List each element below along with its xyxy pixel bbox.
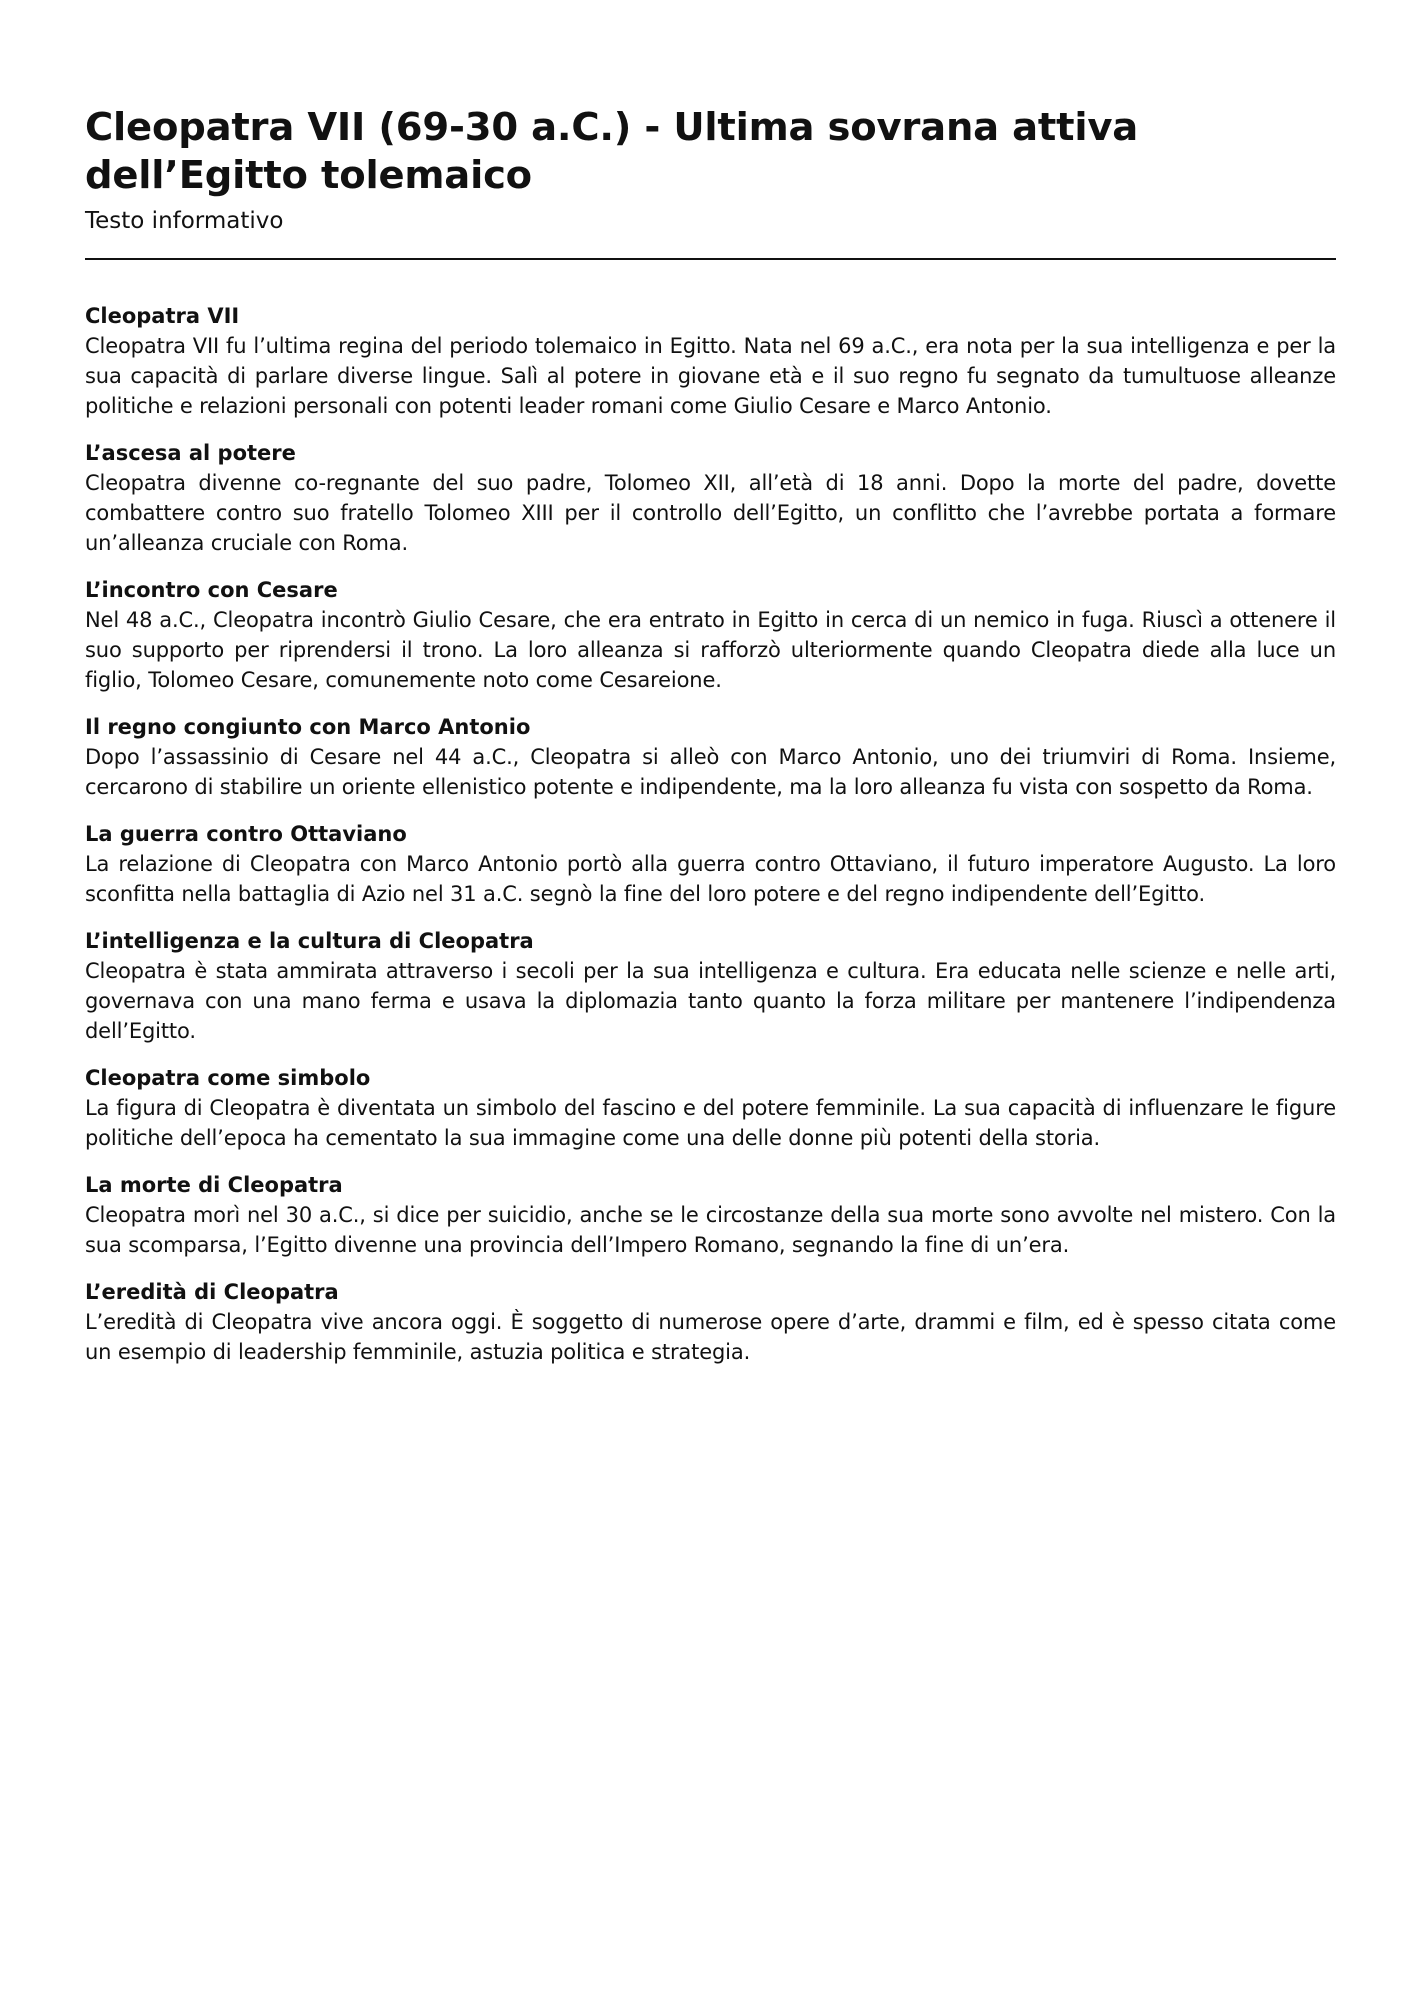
section-heading: La guerra contro Ottaviano (85, 822, 407, 846)
section-body: Nel 48 a.C., Cleopatra incontrò Giulio Cesare, che era entrato in Egitto in cerca di un nemico in fuga. Riuscì a ottenere il suo supporto per riprendersi il trono. La loro alleanza si rafforzò ulteriormente quando Cleopatra diede alla luce un figlio, Tolomeo Cesare, comunemente noto come Cesareione. (85, 608, 1336, 692)
section-heading: Il regno congiunto con Marco Antonio (85, 715, 531, 739)
section-morte (85, 1170, 1336, 1260)
section-eredita (85, 1277, 1336, 1367)
section-incontro-con-cesare (85, 575, 1336, 695)
section-intelligenza-cultura (85, 926, 1336, 1046)
section-body: La relazione di Cleopatra con Marco Antonio portò alla guerra contro Ottaviano, il futuro imperatore Augusto. La loro sconfitta nella battaglia di Azio nel 31 a.C. segnò la fine del loro potere e del regno indipendente dell’Egitto. (85, 852, 1336, 906)
section-heading: Cleopatra VII (85, 304, 240, 328)
section-body: Cleopatra è stata ammirata attraverso i secoli per la sua intelligenza e cultura. Era educata nelle scienze e nelle arti, governava con una mano ferma e usava la diplomazia tanto quanto la forza militare per mantenere l’indipendenza dell’Egitto. (85, 959, 1336, 1043)
section-body: Cleopatra morì nel 30 a.C., si dice per suicidio, anche se le circostanze della sua morte sono avvolte nel mistero. Con la sua scomparsa, l’Egitto divenne una provincia dell’Impero Romano, segnando la fine di un’era. (85, 1203, 1336, 1257)
section-heading: L’intelligenza e la cultura di Cleopatra (85, 929, 534, 953)
section-heading: La morte di Cleopatra (85, 1173, 343, 1197)
section-simbolo (85, 1063, 1336, 1153)
title-divider (85, 258, 1336, 260)
sections-container (85, 301, 1336, 1367)
document-title: Cleopatra VII (69-30 a.C.) - Ultima sovrana attiva dell’Egitto tolemaico (85, 105, 1139, 198)
section-body: Cleopatra VII fu l’ultima regina del periodo tolemaico in Egitto. Nata nel 69 a.C., era nota per la sua intelligenza e per la sua capacità di parlare diverse lingue. Salì al potere in giovane età e il suo regno fu segnato da tumultuose alleanze politiche e relazioni personali con potenti leader romani come Giulio Cesare e Marco Antonio. (85, 334, 1336, 418)
section-heading: L’incontro con Cesare (85, 578, 338, 602)
section-heading: L’eredità di Cleopatra (85, 1280, 339, 1304)
section-cleopatra-vii (85, 301, 1336, 421)
section-heading: Cleopatra come simbolo (85, 1066, 371, 1090)
section-body: La figura di Cleopatra è diventata un simbolo del fascino e del potere femminile. La sua capacità di influenzare le figure politiche dell’epoca ha cementato la sua immagine come una delle donne più potenti della storia. (85, 1096, 1336, 1150)
section-guerra-ottaviano (85, 819, 1336, 909)
section-body: Cleopatra divenne co-regnante del suo padre, Tolomeo XII, all’età di 18 anni. Dopo la morte del padre, dovette combattere contro suo fratello Tolomeo XIII per il controllo dell’Egitto, un conflitto che l’avrebbe portata a formare un’alleanza cruciale con Roma. (85, 471, 1336, 555)
document-subtitle: Testo informativo (85, 208, 284, 234)
section-regno-congiunto (85, 712, 1336, 802)
document-page (85, 104, 1336, 1384)
section-heading: L’ascesa al potere (85, 441, 296, 465)
section-body: L’eredità di Cleopatra vive ancora oggi. È soggetto di numerose opere d’arte, drammi e film, ed è spesso citata come un esempio di leadership femminile, astuzia politica e strategia. (85, 1310, 1336, 1364)
section-ascesa-al-potere (85, 438, 1336, 558)
section-body: Dopo l’assassinio di Cesare nel 44 a.C., Cleopatra si alleò con Marco Antonio, uno dei triumviri di Roma. Insieme, cercarono di stabilire un oriente ellenistico potente e indipendente, ma la loro alleanza fu vista con sospetto da Roma. (85, 745, 1336, 799)
